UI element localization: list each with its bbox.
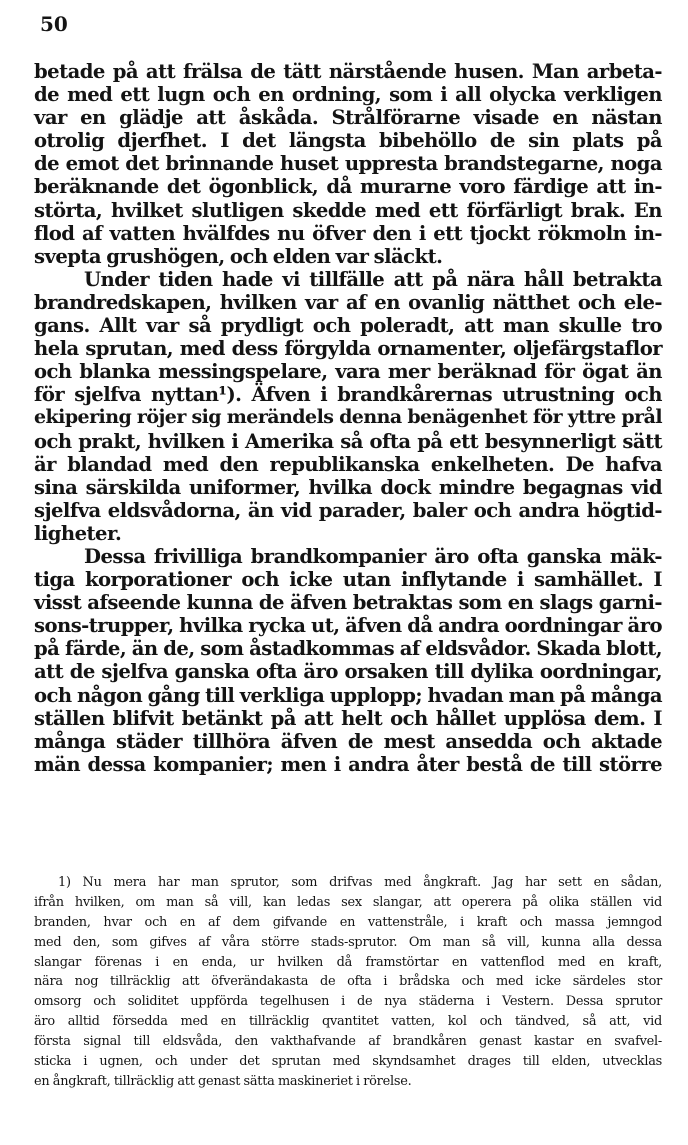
text-line: många städer tillhöra äfven de mest ansedda och aktade (34, 729, 662, 753)
text-line: ekipering röjer sig merändels denna benägenhet för yttre prål (34, 406, 662, 429)
paragraph-end-line: ligheter. (34, 521, 122, 545)
text-line: de med ett lugn och en ordning, som i all olycka verkligen (34, 83, 662, 107)
text-line: på färde, än de, som åstadkommas af eldsvådor. Skada blott, (34, 637, 662, 661)
text-line: visst afseende kunna de äfven betraktas som en slags garni- (34, 591, 662, 615)
text-line: för sjelfva nyttan¹). Äfven i brandkårernas utrustning och (34, 383, 662, 407)
text-line: och blanka messingspelare, vara mer beräknad för ögat än (34, 360, 662, 384)
text-line: sjelfva eldsvådorna, än vid parader, baler och andra högtid- (34, 498, 662, 522)
footnote-line: nära nog tillräcklig att öfverändakasta de ofta i brådska och med icke särdeles stor (34, 974, 662, 990)
text-line: är blandad med den republikanska enkelheten. De hafva (34, 452, 662, 476)
text-line: män dessa kompanier; men i andra åter bestå de till större (34, 752, 662, 776)
footnote (34, 873, 662, 1092)
footnote-line: en ångkraft, tillräcklig att genast sätta maskineriet i rörelse. (34, 1073, 412, 1089)
footnote-line: sticka i ugnen, och under det sprutan med skyndsamhet drages till elden, utvecklas (34, 1054, 662, 1070)
text-line: sina särskilda uniformer, hvilka dock mindre begagnas vid (34, 475, 662, 499)
footnote-line: slangar förenas i en enda, ur hvilken då framstörtar en vattenflod med en kraft, (34, 954, 662, 970)
text-line: sons-trupper, hvilka rycka ut, äfven då andra oordningar äro (34, 614, 662, 638)
paragraph-start-line: Dessa frivilliga brandkompanier äro ofta ganska mäk- (84, 544, 662, 568)
text-line: att de sjelfva ganska ofta äro orsaken till dylika oordningar, (34, 660, 662, 684)
body-text (34, 60, 662, 776)
footnote-line: 1) Nu mera har man sprutor, som drifvas med ångkraft. Jag har sett en sådan, (58, 875, 662, 890)
footnote-line: omsorg och soliditet uppförda tegelhusen i de nya städerna i Vestern. Dessa sprutor (34, 994, 662, 1010)
footnote-line: branden, hvar och en af dem gifvande en vattenstråle, i kraft och massa jemngod (34, 914, 662, 930)
text-line: brandredskapen, hvilken var af en ovanlig nätthet och ele- (34, 290, 662, 314)
text-line: var en glädje att åskåda. Strålförarne visade en nästan (34, 106, 662, 130)
text-line: tiga korporationer och icke utan inflytande i samhället. I (34, 568, 662, 592)
paragraph-start-line: Under tiden hade vi tillfälle att på nära håll betrakta (84, 267, 662, 291)
text-line: betade på att frälsa de tätt närstående husen. Man arbeta- (34, 60, 662, 83)
text-line: beräknande det ögonblick, då murarne voro färdige att in- (34, 175, 662, 199)
text-line: och prakt, hvilken i Amerika så ofta på ett besynnerligt sätt (34, 429, 662, 453)
text-line: hela sprutan, med dess förgylda ornamenter, oljefärgstaflor (34, 337, 662, 361)
text-line: och någon gång till verkliga upplopp; hvadan man på många (34, 683, 662, 707)
footnote-line: första signal till eldsvåda, den vakthafvande af brandkåren genast kastar en svafvel- (34, 1034, 662, 1050)
footnote-line: ifrån hvilken, om man så vill, kan ledas sex slangar, att operera på olika ställen vid (34, 894, 662, 910)
text-line: otrolig djerfhet. I det längsta bibehöllo de sin plats på (34, 129, 662, 153)
text-line: de emot det brinnande huset uppresta brandstegarne, noga (34, 152, 662, 176)
text-line: störta, hvilket slutligen skedde med ett förfärligt brak. En (34, 198, 662, 222)
text-line: gans. Allt var så prydligt och poleradt, att man skulle tro (34, 314, 662, 338)
paragraph-end-line: svepta grushögen, och elden var släckt. (34, 244, 443, 268)
footnote-line: med den, som gifves af våra större stads-sprutor. Om man så vill, kunna alla dessa (34, 934, 662, 950)
text-line: flod af vatten hvälfdes nu öfver den i ett tjockt rökmoln in- (34, 221, 662, 245)
text-line: ställen blifvit betänkt på att helt och hållet upplösa dem. I (34, 706, 662, 730)
page-number: 50 (40, 12, 68, 36)
footnote-line: äro alltid försedda med en tillräcklig qvantitet vatten, kol och tändved, så att, vid (34, 1014, 662, 1030)
